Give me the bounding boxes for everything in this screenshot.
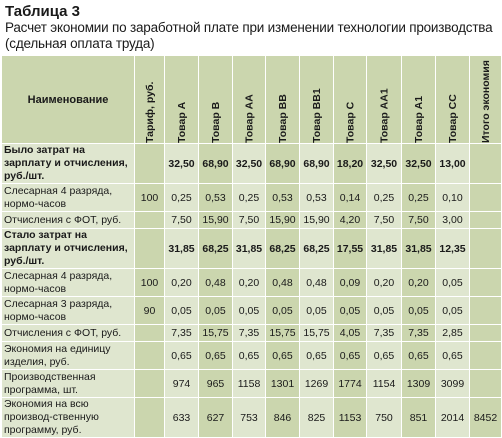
value-cell: 2,85	[436, 325, 470, 342]
value-cell: 0,05	[334, 297, 367, 325]
value-cell: 18,20	[334, 144, 367, 184]
value-cell: 633	[165, 398, 199, 438]
table-number: Таблица 3	[5, 3, 81, 20]
value-cell: 15,75	[300, 325, 334, 342]
value-cell: 0,05	[199, 297, 233, 325]
value-cell: 13,00	[436, 144, 470, 184]
value-cell: 965	[199, 370, 233, 398]
total-cell	[470, 325, 502, 342]
table-row	[2, 184, 502, 212]
total-cell	[470, 229, 502, 269]
value-cell: 0,53	[199, 184, 233, 212]
row-label: Отчисления с ФОТ, руб.	[2, 325, 135, 342]
value-cell: 68,90	[199, 144, 233, 184]
value-cell: 32,50	[402, 144, 436, 184]
row-label: Экономия на всю производ-ственную программу, руб.	[2, 398, 135, 438]
total-cell	[470, 144, 502, 184]
value-cell: 68,25	[199, 229, 233, 269]
value-cell: 825	[300, 398, 334, 438]
value-cell: 0,25	[233, 184, 266, 212]
tariff-cell	[135, 229, 165, 269]
value-cell: 3,00	[436, 212, 470, 229]
value-cell: 32,50	[233, 144, 266, 184]
column-header-total: Итого экономия	[470, 56, 502, 144]
value-cell: 1154	[367, 370, 402, 398]
tariff-cell	[135, 325, 165, 342]
value-cell: 15,90	[266, 212, 300, 229]
tariff-cell: 100	[135, 184, 165, 212]
value-cell: 15,90	[300, 212, 334, 229]
value-cell: 7,35	[165, 325, 199, 342]
tariff-cell	[135, 212, 165, 229]
value-cell: 1269	[300, 370, 334, 398]
row-label: Слесарная 4 разряда, нормо-часов	[2, 269, 135, 297]
value-cell: 4,05	[334, 325, 367, 342]
total-cell	[470, 370, 502, 398]
value-cell: 851	[402, 398, 436, 438]
header-row	[2, 56, 502, 144]
value-cell: 1301	[266, 370, 300, 398]
value-cell: 0,65	[402, 342, 436, 370]
value-cell: 0,05	[266, 297, 300, 325]
value-cell: 31,85	[233, 229, 266, 269]
tariff-cell	[135, 370, 165, 398]
column-header-product: Товар АА	[233, 56, 266, 144]
value-cell: 15,75	[199, 325, 233, 342]
value-cell: 0,14	[334, 184, 367, 212]
tariff-cell	[135, 398, 165, 438]
value-cell: 0,05	[300, 297, 334, 325]
row-label: Экономия на единицу изделия, руб.	[2, 342, 135, 370]
value-cell: 974	[165, 370, 199, 398]
total-cell: 8452	[470, 398, 502, 438]
table-row	[2, 325, 502, 342]
value-cell: 1153	[334, 398, 367, 438]
value-cell: 0,25	[367, 184, 402, 212]
value-cell: 32,50	[367, 144, 402, 184]
tariff-cell	[135, 144, 165, 184]
table-row	[2, 269, 502, 297]
value-cell: 0,48	[266, 269, 300, 297]
value-cell: 0,65	[436, 342, 470, 370]
row-label: Слесарная 4 разряда, нормо-часов	[2, 184, 135, 212]
value-cell: 0,48	[300, 269, 334, 297]
total-cell	[470, 184, 502, 212]
value-cell: 2014	[436, 398, 470, 438]
column-header-name: Наименование	[2, 56, 135, 144]
row-label: Стало затрат на зарплату и отчисления, руб./шт.	[2, 229, 135, 269]
column-header-product: Товар С	[334, 56, 367, 144]
table-row	[2, 370, 502, 398]
value-cell: 17,55	[334, 229, 367, 269]
value-cell: 0,05	[402, 297, 436, 325]
table-row	[2, 144, 502, 184]
value-cell: 0,25	[402, 184, 436, 212]
value-cell: 7,50	[402, 212, 436, 229]
value-cell: 846	[266, 398, 300, 438]
row-label: Было затрат на зарплату и отчисления, руб./шт.	[2, 144, 135, 184]
value-cell: 7,35	[233, 325, 266, 342]
column-header-product: Товар В	[199, 56, 233, 144]
value-cell: 7,50	[233, 212, 266, 229]
value-cell: 0,05	[436, 269, 470, 297]
column-header-product: Товар А	[165, 56, 199, 144]
table-row	[2, 212, 502, 229]
value-cell: 0,10	[436, 184, 470, 212]
value-cell: 0,65	[300, 342, 334, 370]
value-cell: 7,50	[165, 212, 199, 229]
tariff-cell	[135, 342, 165, 370]
value-cell: 12,35	[436, 229, 470, 269]
value-cell: 0,20	[165, 269, 199, 297]
value-cell: 0,20	[402, 269, 436, 297]
value-cell: 0,20	[367, 269, 402, 297]
value-cell: 0,48	[199, 269, 233, 297]
value-cell: 15,75	[266, 325, 300, 342]
value-cell: 1309	[402, 370, 436, 398]
column-header-product: Товар А1	[402, 56, 436, 144]
value-cell: 0,05	[233, 297, 266, 325]
value-cell: 0,65	[165, 342, 199, 370]
value-cell: 0,65	[334, 342, 367, 370]
value-cell: 68,25	[266, 229, 300, 269]
value-cell: 0,09	[334, 269, 367, 297]
value-cell: 4,20	[334, 212, 367, 229]
total-cell	[470, 297, 502, 325]
value-cell: 0,53	[300, 184, 334, 212]
value-cell: 0,65	[367, 342, 402, 370]
table-row	[2, 297, 502, 325]
column-header-product: Товар АА1	[367, 56, 402, 144]
value-cell: 3099	[436, 370, 470, 398]
table-row	[2, 229, 502, 269]
column-header-product: Товар ВВ1	[300, 56, 334, 144]
value-cell: 31,85	[367, 229, 402, 269]
column-header-product: Товар ВВ	[266, 56, 300, 144]
row-label: Отчисления с ФОТ, руб.	[2, 212, 135, 229]
value-cell: 750	[367, 398, 402, 438]
tariff-cell: 90	[135, 297, 165, 325]
row-label: Слесарная 3 разряда, нормо-часов	[2, 297, 135, 325]
value-cell: 15,90	[199, 212, 233, 229]
value-cell: 32,50	[165, 144, 199, 184]
total-cell	[470, 269, 502, 297]
value-cell: 1774	[334, 370, 367, 398]
value-cell: 0,05	[367, 297, 402, 325]
economy-table	[1, 55, 502, 438]
value-cell: 627	[199, 398, 233, 438]
table-row	[2, 342, 502, 370]
value-cell: 7,50	[367, 212, 402, 229]
column-header-tariff: Тариф, руб.	[135, 56, 165, 144]
value-cell: 68,25	[300, 229, 334, 269]
value-cell: 7,35	[367, 325, 402, 342]
column-header-product: Товар СС	[436, 56, 470, 144]
value-cell: 7,35	[402, 325, 436, 342]
value-cell: 753	[233, 398, 266, 438]
total-cell	[470, 342, 502, 370]
table-caption: Расчет экономии по заработной плате при изменении технологии производства (сдельная оплата труда)	[5, 20, 493, 51]
value-cell: 0,20	[233, 269, 266, 297]
value-cell: 68,90	[266, 144, 300, 184]
value-cell: 31,85	[402, 229, 436, 269]
value-cell: 1158	[233, 370, 266, 398]
value-cell: 0,53	[266, 184, 300, 212]
tariff-cell: 100	[135, 269, 165, 297]
value-cell: 31,85	[165, 229, 199, 269]
row-label: Производственная программа, шт.	[2, 370, 135, 398]
value-cell: 68,90	[300, 144, 334, 184]
value-cell: 0,05	[165, 297, 199, 325]
value-cell: 0,05	[436, 297, 470, 325]
value-cell: 0,65	[266, 342, 300, 370]
value-cell: 0,25	[165, 184, 199, 212]
value-cell: 0,65	[233, 342, 266, 370]
table-row	[2, 398, 502, 438]
total-cell	[470, 212, 502, 229]
value-cell: 0,65	[199, 342, 233, 370]
